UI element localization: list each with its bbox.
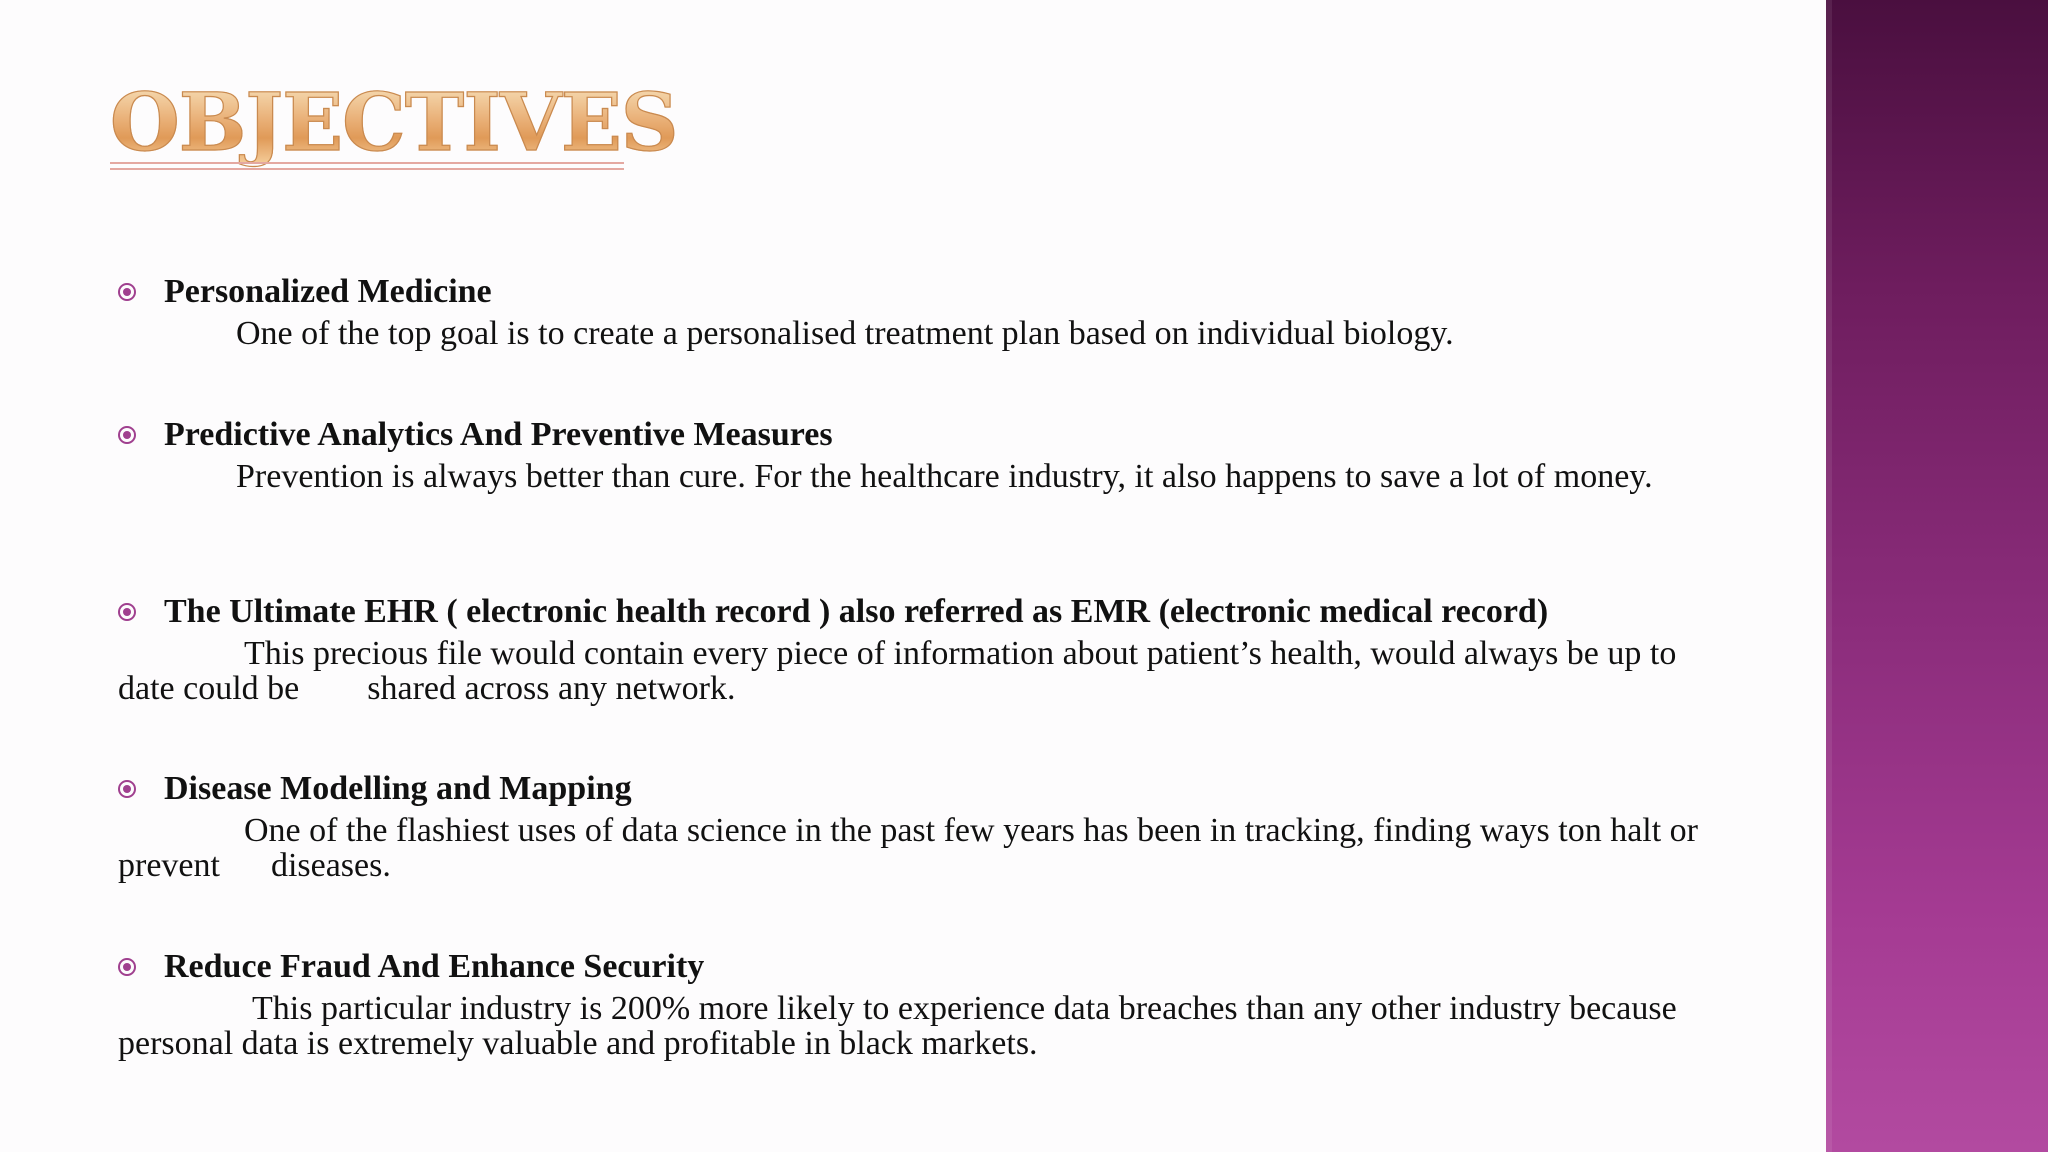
objective-heading-row <box>118 769 1718 809</box>
bullet-icon <box>118 283 136 301</box>
objective-description: This precious file would contain every piece of information about patient’s health, would always be up to date could be shared across any network. <box>118 635 1685 707</box>
objective-heading: Personalized Medicine <box>164 273 492 310</box>
objective-heading: Predictive Analytics And Preventive Measures <box>164 416 833 453</box>
objective-item-personalized-medicine <box>118 272 1718 351</box>
bullet-icon <box>118 603 136 621</box>
bullet-icon <box>118 780 136 798</box>
objective-heading-row <box>118 272 1718 312</box>
objective-heading: Reduce Fraud And Enhance Security <box>164 948 705 985</box>
objective-heading: The Ultimate EHR ( electronic health record ) also referred as EMR (electronic medical record) <box>164 593 1549 630</box>
objective-description: One of the top goal is to create a personalised treatment plan based on individual biology. <box>236 315 1454 352</box>
objective-description: This particular industry is 200% more likely to experience data breaches than any other industry because personal data is extremely valuable and profitable in black markets. <box>118 990 1686 1062</box>
bullet-icon <box>118 426 136 444</box>
objective-description: Prevention is always better than cure. For the healthcare industry, it also happens to save a lot of money. <box>236 458 1653 495</box>
objective-item-predictive-analytics <box>118 415 1718 494</box>
bullet-icon <box>118 958 136 976</box>
objective-heading-row <box>118 592 1718 632</box>
objective-heading-row <box>118 415 1718 455</box>
objective-item-reduce-fraud <box>118 947 1718 1061</box>
objective-item-disease-modelling <box>118 769 1718 883</box>
decorative-side-band <box>1826 0 2048 1152</box>
objective-description: One of the flashiest uses of data science in the past few years has been in tracking, finding ways ton halt or prevent diseases. <box>118 812 1707 884</box>
slide-title: OBJECTIVES <box>110 75 678 169</box>
objective-heading-row <box>118 947 1718 987</box>
objective-heading: Disease Modelling and Mapping <box>164 770 632 807</box>
objective-item-ultimate-ehr <box>118 592 1718 706</box>
